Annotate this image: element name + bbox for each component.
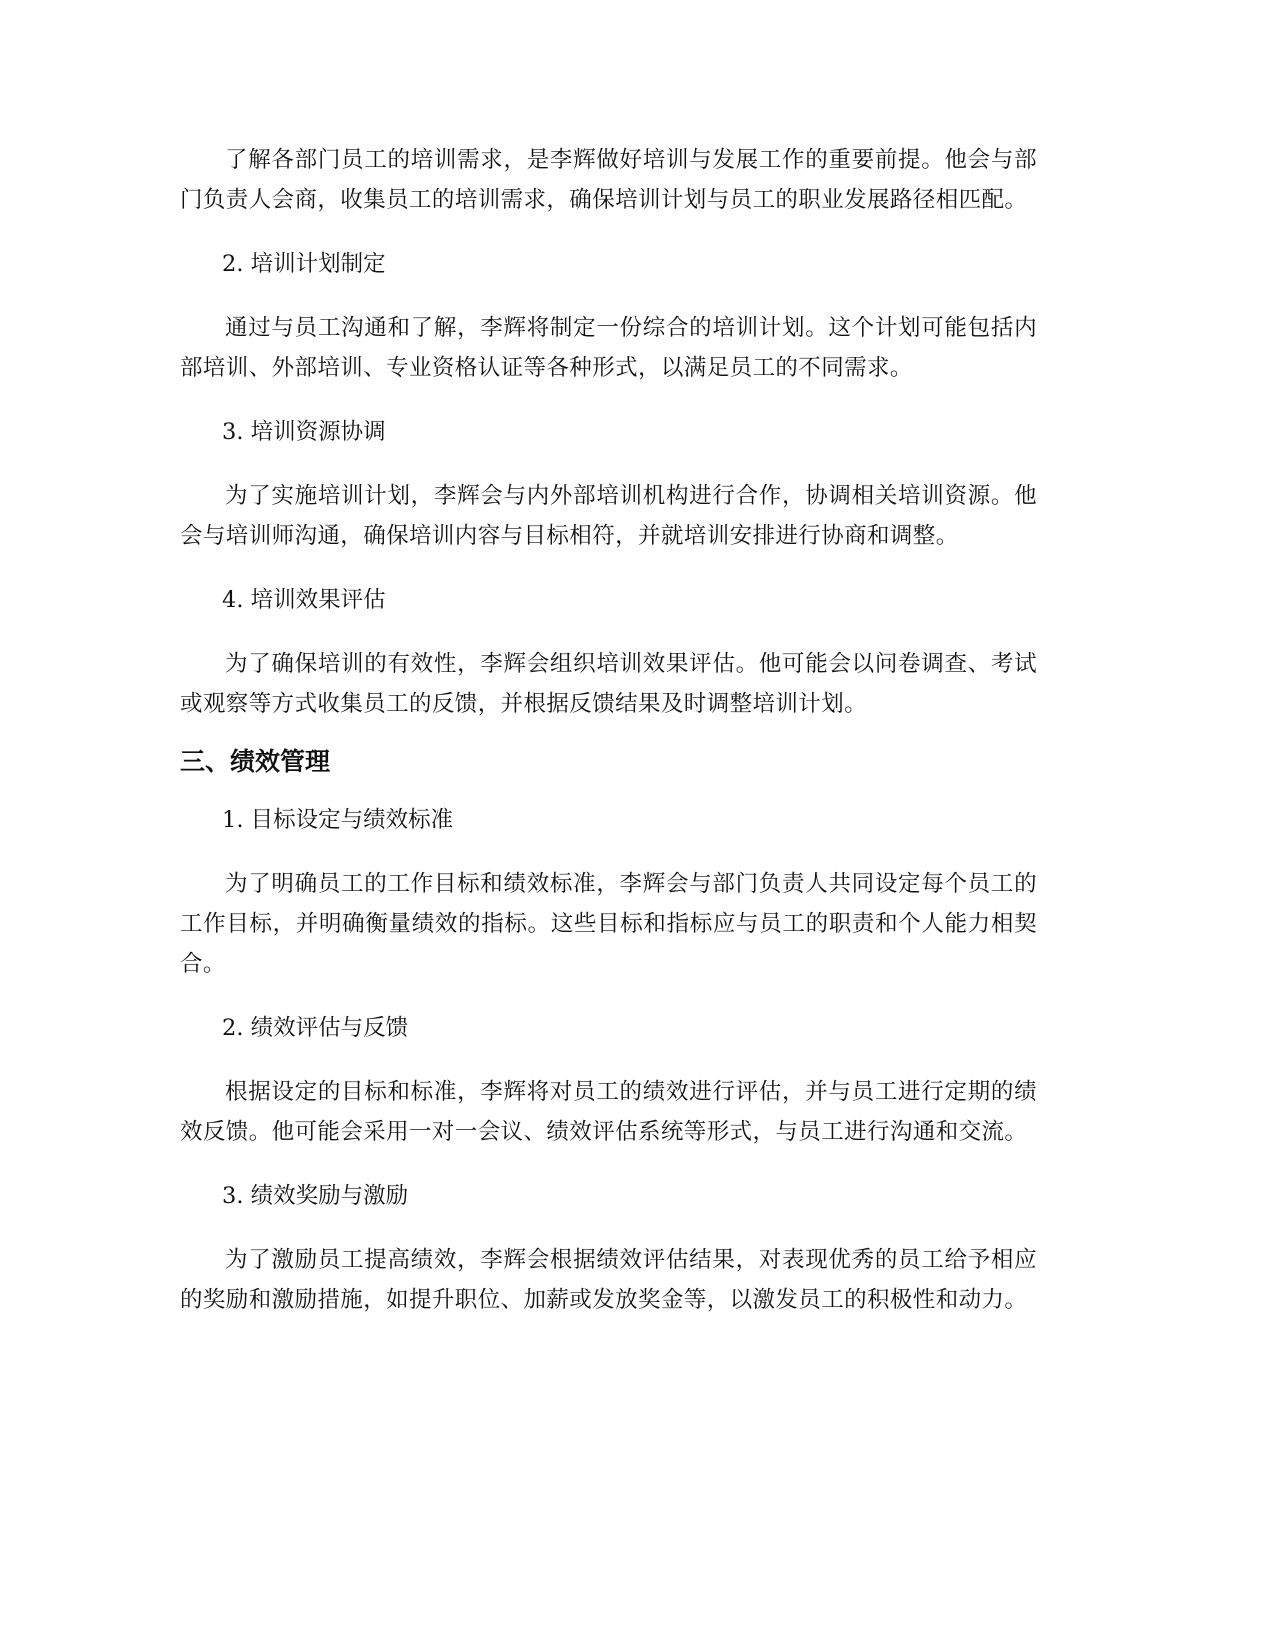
training-item-title: 3. 培训资源协调 <box>222 419 386 445</box>
training-item-title: 4. 培训效果评估 <box>222 587 386 613</box>
training-item-title: 2. 培训计划制定 <box>222 251 386 277</box>
performance-item-body: 根据设定的目标和标准，李辉将对员工的绩效进行评估，并与员工进行定期的绩效反馈。他可能会采用一对一会议、绩效评估系统等形式，与员工进行沟通和交流。 <box>180 1079 1037 1145</box>
section-heading: 三、绩效管理 <box>180 747 331 776</box>
document-page <box>180 140 1037 1320</box>
training-item-body: 为了实施培训计划，李辉会与内外部培训机构进行合作，协调相关培训资源。他会与培训师沟通，确保培训内容与目标相符，并就培训安排进行协商和调整。 <box>180 483 1037 549</box>
performance-item-title: 2. 绩效评估与反馈 <box>222 1015 409 1041</box>
training-item-body: 通过与员工沟通和了解，李辉将制定一份综合的培训计划。这个计划可能包括内部培训、外部培训、专业资格认证等各种形式，以满足员工的不同需求。 <box>180 315 1037 381</box>
performance-item-body: 为了激励员工提高绩效，李辉会根据绩效评估结果，对表现优秀的员工给予相应的奖励和激励措施，如提升职位、加薪或发放奖金等，以激发员工的积极性和动力。 <box>180 1247 1037 1313</box>
performance-item-title: 1. 目标设定与绩效标准 <box>222 807 454 833</box>
intro-paragraph: 了解各部门员工的培训需求，是李辉做好培训与发展工作的重要前提。他会与部门负责人会商，收集员工的培训需求，确保培训计划与员工的职业发展路径相匹配。 <box>180 147 1037 213</box>
performance-item-body: 为了明确员工的工作目标和绩效标准，李辉会与部门负责人共同设定每个员工的工作目标，并明确衡量绩效的指标。这些目标和指标应与员工的职责和个人能力相契合。 <box>180 871 1037 977</box>
training-item-body: 为了确保培训的有效性，李辉会组织培训效果评估。他可能会以问卷调查、考试或观察等方式收集员工的反馈，并根据反馈结果及时调整培训计划。 <box>180 651 1037 717</box>
performance-item-title: 3. 绩效奖励与激励 <box>222 1183 409 1209</box>
